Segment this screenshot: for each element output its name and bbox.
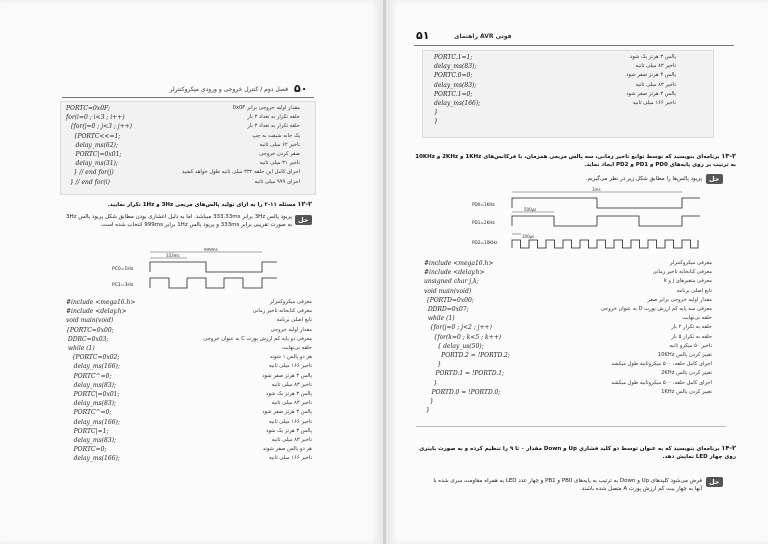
code-line: while (1) (424, 315, 455, 323)
right-page (386, 0, 768, 544)
code-line: DDRC=0x03; (66, 335, 109, 343)
code-comment: اجرای کامل حلقه، ۵۰۰ میکروثانیه طول میکشد (611, 361, 712, 368)
dim-label-1ms: 1ms (592, 187, 601, 192)
answer-badge: حل (706, 174, 723, 184)
timing-diagram-right (472, 186, 708, 252)
code-line: delay_ms(83); (434, 81, 477, 89)
top-code-block (434, 53, 480, 127)
code-comment: معرفی میکروکنترلر (669, 260, 712, 266)
code-comment: حلقه به تکرار ۵ بار (671, 333, 712, 340)
code-comment: معرفی کتابخانه تاخیر زمانی (652, 269, 712, 276)
code-line: {for(j=0 ; j<3 ; j++) (66, 123, 133, 131)
question-number: ۱۴-۲ (721, 444, 736, 452)
code-comment: تاخیر ۶۲ میلی ثانیه (259, 141, 300, 148)
timing-label-pd0: PD0=1KHz (472, 202, 495, 207)
code-comment: معرفی کتابخانه تاخیر زمانی (252, 308, 312, 315)
code-line: {PORTD=0x00; (424, 296, 474, 304)
code-comment: پالس ۳ هرتز یک شود (266, 391, 312, 398)
code-line: PORTC|=0x01; (66, 151, 122, 159)
code-comment: تغییر کردن پالس 2KHz (661, 370, 712, 377)
header-rule (414, 45, 734, 46)
code-line: } (424, 379, 438, 387)
code-line: delay_ms(166); (66, 363, 120, 371)
code-line: delay_ms(166); (434, 100, 481, 108)
dim-label-999ms: 999ms (204, 248, 218, 252)
code-comment: تابع اصلی برنامه (676, 287, 712, 294)
answer-13-2: پریود پالس‌ها را مطابق شکل زیر در نظر می‌گیریم. (585, 176, 702, 182)
answer-badge: حل (295, 215, 312, 225)
main-code-block (424, 259, 510, 415)
code-comment: معرفی متغیرهای j و k (663, 278, 712, 285)
answer-14-2: فرض می‌شود کلیدهای Up و Down به ترتیب به پایه‌های PB0 و PB1 و چهار عدد LED به همراه مقاومت سری شده با آنها به چهار بیت کم ارزش پورت A متصل شده باشند. (433, 478, 702, 492)
code-line: PORTC^=0; (66, 372, 112, 380)
code-comment: تاخیر ۱۶۶ میلی ثانیه (268, 363, 312, 370)
code-comment: حلقه تکرار به تعداد ۳ بار (247, 123, 300, 130)
code-comment: تاخیر ۸۳ میلی ثانیه (271, 381, 312, 388)
code-comment (536, 406, 712, 415)
page-number: ۵۱ (416, 29, 430, 42)
code-line: delay_ms(31); (66, 160, 118, 168)
code-line: delay_ms(62); (66, 141, 118, 149)
code-line: {for(j=0 ; j<2 ; j++) (424, 324, 492, 332)
dim-label-500us: 500μs (524, 207, 537, 212)
code-line: } (424, 398, 434, 406)
code-comment: پالس ۳ هرتز صفر شود (262, 409, 312, 416)
timing-label-pd2: PD2=10KHz (472, 240, 498, 245)
code-line: {PORTC<<=1; (66, 132, 121, 140)
code-comment: حلقه بی‌نهایت (282, 345, 312, 352)
code-comment: حلقه تکرار به تعداد ۳ بار (247, 114, 300, 121)
code-comment: صفر کردن خروجی (259, 151, 300, 158)
code-comment: تغییر کردن پالس 10KHz (657, 352, 712, 359)
timing-label-pc1: PC1=3Hz (112, 283, 134, 288)
code-comment: تابع اصلی برنامه (276, 317, 312, 324)
running-header: فصل دوم / کنترل خروجی و ورودی میکروکنترلر (169, 86, 288, 93)
main-comment-block (536, 259, 712, 415)
code-line: delay_ms(83); (66, 400, 117, 408)
top-comment-block (526, 53, 676, 108)
code-line: PORTC|=0x01; (66, 391, 120, 399)
timing-label-pc0: PC0=1Hz (112, 267, 134, 272)
code-line: } (434, 109, 438, 117)
code-comment: تاخیر ۱۶۶ میلی ثانیه (268, 455, 312, 462)
code-line: } (424, 361, 442, 369)
code-comment: اجرای کامل این حلقه ۳۳۲ میلی ثانیه طول خواهد کشید (181, 169, 300, 176)
code-line: unsigned char j,k; (424, 278, 479, 286)
waveform-pc0 (150, 262, 277, 272)
question-text: برنامه‌ای بنویسید که به عنوان توسط دو کلید فشاری Up و Down مقدار ۰ تا ۹ را تنظیم کرده و به صورت باینری روی چهار LED نمایش دهد. (419, 446, 736, 460)
code-line: #include <delay.h> (66, 308, 127, 316)
code-comment: تاخیر ۸۳ میلی ثانیه (635, 63, 676, 70)
code-line: PORTC^=0; (66, 409, 112, 417)
page-number: ۵۰ (294, 82, 308, 95)
code-line: void main(void) (424, 287, 472, 295)
code-comment: تاخیر ۱۶۶ میلی ثانیه (268, 418, 312, 425)
code-comment: مقدار اولیه خروجی برابر 0x0F (232, 105, 300, 111)
code-comment: تاخیر ۵۰ میکرو ثانیه (669, 342, 712, 349)
code-comment: مقدار اولیه خروجی برابر صفر (647, 296, 712, 303)
question-13-2 (414, 152, 736, 169)
waveform-pd0 (512, 198, 700, 208)
code-line: } (424, 407, 430, 415)
question-number: ۱۳-۲ (721, 152, 736, 160)
code-comment: تاخیر ۸۳ میلی ثانیه (635, 81, 676, 88)
code-line: PORTD.2 = !PORTD.2; (424, 352, 510, 360)
main-comment-block (150, 298, 312, 464)
code-line: delay_ms(166); (66, 418, 120, 426)
code-comment: معرفی دو پایه کم ارزش پورت C به عنوان خروجی (203, 335, 312, 342)
code-comment: یک خانه شیفت به چپ (252, 132, 300, 139)
code-line: {PORTC=0x00; (66, 326, 114, 334)
question-text: برنامه‌ای بنویسید که توسط توابع تاخیر زمانی، سه پالس مربعی همزمان، با فرکانس‌های 1KHz و 2KHz و 10KHz به ترتیب بر روی پایه‌های PD0 و PD1 و PD2 ایجاد نماید. (415, 154, 736, 168)
code-comment: حلقه بی‌نهایت (682, 315, 712, 322)
code-comment: هر دو پالس صفر شوند (262, 446, 312, 453)
code-line: { delay_us(50); (424, 342, 484, 350)
code-line: PORTC.1=0; (434, 90, 473, 98)
code-line: while (1) (66, 345, 95, 353)
waveform-pd1 (512, 216, 700, 226)
code-line: delay_ms(166); (66, 455, 120, 463)
main-code-block (66, 298, 135, 464)
answer-badge: حل (706, 477, 723, 487)
code-line: PORTD.1 = !PORTD.1; (424, 370, 505, 378)
question-text: مسئله ۱۱-۲ را به ازای تولید پالس‌های مربعی 3Hz و 1Hz تکرار نمایید. (107, 202, 296, 208)
code-comment: معرفی میکروکنترلر (269, 299, 312, 305)
dim-label-100us: 100μs (522, 234, 535, 239)
code-line: PORTD.0 = !PORTD.0; (424, 388, 501, 396)
running-header: راهنمای AVR فوتی (454, 33, 512, 40)
code-line: #include <delay.h> (424, 269, 485, 277)
code-line: {for(k=0 ; k<5 ; k++) (424, 333, 502, 341)
code-comment: تاخیر ۸۳ میلی ثانیه (271, 400, 312, 407)
code-comment: تغییر کردن پالس 1KHz (661, 388, 712, 395)
answer-12-2: پریود پالس 3Hz برابر 333.33ms میباشد. اما به دلیل اعشاری بودن مطابق شکل پریود پالس 3Hz به صورت تقریبی برابر 333ms و پریود پالس 1Hz برابر 999ms انتخاب شده است. (65, 214, 292, 228)
code-comment (536, 397, 712, 406)
timing-label-pd1: PD1=2KHz (472, 220, 495, 225)
code-line: #include <mega16.h> (424, 260, 494, 267)
code-comment: مقدار اولیه خروجی (270, 326, 312, 333)
code-end-rule (416, 426, 726, 427)
code-line: } // end for(j) (66, 169, 114, 177)
code-line: PORTC|=1; (66, 427, 109, 435)
code-line: PORTC=0; (66, 446, 107, 454)
code-line: } (434, 118, 438, 126)
dim-label-333ms: 333ms (166, 253, 180, 258)
question-number: ۱۲-۲ (297, 200, 312, 208)
code-line: {PORTC=0x02; (66, 354, 120, 362)
code-comment: تاخیر ۱۶۶ میلی ثانیه (632, 100, 676, 107)
code-line: delay_ms(83); (66, 437, 117, 445)
code-line: for(i=0 ; i<3 ; i++) (66, 114, 125, 122)
code-comment: هر دو پالس ۱ شوند (269, 354, 312, 361)
header-rule (62, 97, 314, 98)
code-comment: اجرای کامل حلقه، ۵۰۰ میکروثانیه طول میکشد (611, 379, 712, 386)
question-14-2 (414, 444, 736, 461)
code-comment: پالس ۳ هرتز صفر شود (262, 372, 312, 379)
code-line: delay_ms(83); (434, 63, 477, 71)
code-comment: پالس ۳ هرتز صفر شود (626, 72, 676, 79)
code-comment: تاخیر ۸۳ میلی ثانیه (271, 437, 312, 444)
code-line: #include <mega16.h> (66, 299, 136, 306)
timing-diagram-left (112, 248, 282, 292)
code-comment: اجرای ۹۹۹ میلی ثانیه (254, 178, 300, 185)
code-comment: معرفی سه پایه کم ارزش پورت D به عنوان خروجی (600, 306, 712, 313)
code-comment: حلقه به تکرار ۲ بار (671, 324, 712, 331)
code-comment: تاخیر ۳۱ میلی ثانیه (259, 160, 300, 167)
waveform-pd2 (512, 240, 698, 248)
code-comment: پالس ۳ هرتز صفر شود (626, 90, 676, 97)
code-line: DDRD=0x07; (424, 306, 469, 314)
code-line: delay_ms(83); (66, 381, 117, 389)
left-page (0, 0, 383, 544)
top-code-block (66, 104, 132, 187)
top-comment-block (150, 104, 300, 187)
code-line: PORTC.0=0; (434, 72, 473, 80)
code-comment: پالس ۳ هرتز یک شود (266, 427, 312, 434)
code-line: void main(void) (66, 317, 114, 325)
code-line: } // end for(i) (66, 178, 110, 186)
question-12-2 (62, 200, 312, 209)
code-line: PORTC=0x0F; (66, 105, 110, 112)
waveform-pc1 (150, 278, 277, 288)
code-comment: پالس ۳ هرتز یک شود (630, 54, 676, 60)
code-line: PORTC.1=1; (434, 54, 473, 61)
